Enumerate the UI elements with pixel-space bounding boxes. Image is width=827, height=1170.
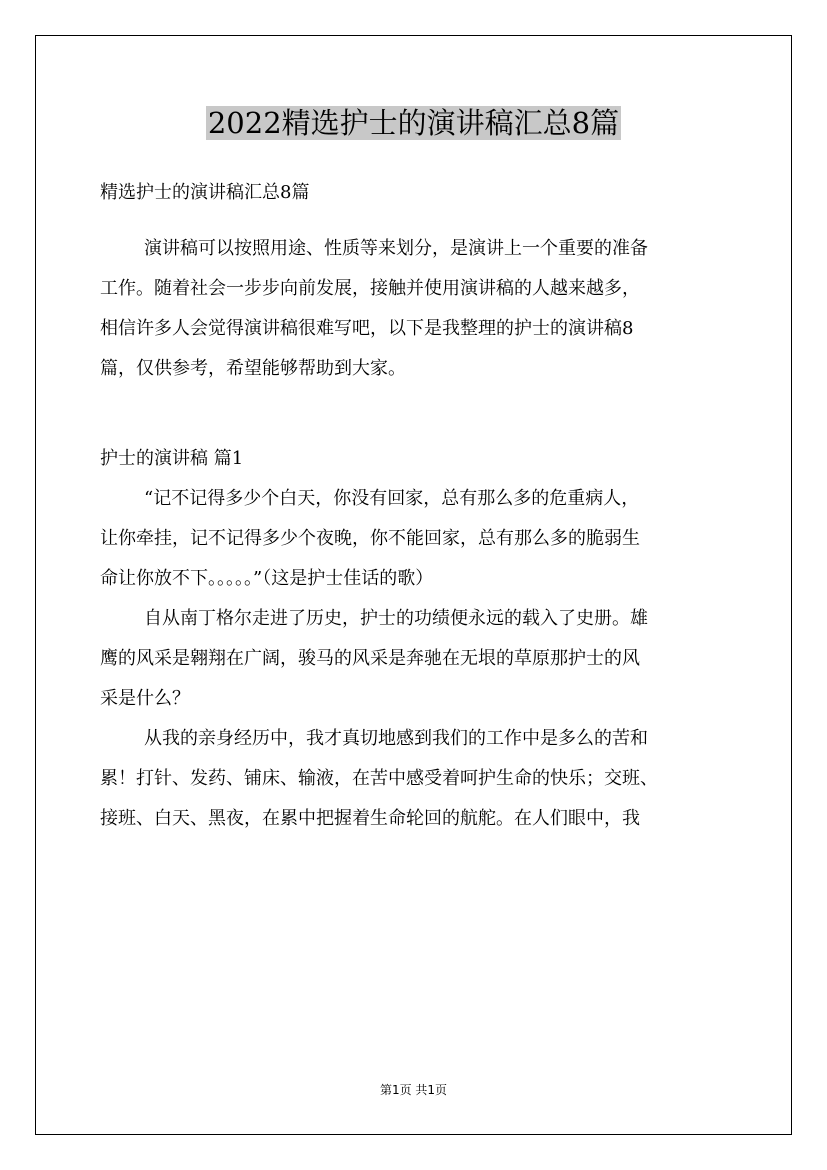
- intro-line: 篇，仅供参考，希望能够帮助到大家。: [100, 358, 406, 379]
- paragraph-line: 累！打针、发药、铺床、输液，在苦中感受着呵护生命的快乐；交班、: [100, 768, 658, 789]
- paragraph-3: [100, 719, 740, 839]
- intro-paragraph: [100, 229, 740, 389]
- section-heading: 护士的演讲稿 篇1: [100, 448, 244, 469]
- paragraph-line: 采是什么？: [100, 688, 190, 709]
- document-subtitle: 精选护士的演讲稿汇总8篇: [100, 182, 310, 203]
- paragraph-line: 接班、白天、黑夜，在累中把握着生命轮回的航舵。在人们眼中，我: [100, 808, 640, 829]
- page-number-label: 第1页 共1页: [379, 1083, 448, 1097]
- intro-line: 工作。随着社会一步步向前发展，接触并使用演讲稿的人越来越多，: [100, 278, 640, 299]
- page-footer: [0, 1080, 827, 1100]
- paragraph-2: [100, 599, 740, 719]
- paragraph-line: 自从南丁格尔走进了历史，护士的功绩便永远的载入了史册。雄: [144, 608, 648, 629]
- spacer: [100, 213, 740, 229]
- paragraph-line: 从我的亲身经历中，我才真切地感到我们的工作中是多么的苦和: [144, 728, 648, 749]
- paragraph-line: “记不记得多少个白天，你没有回家，总有那么多的危重病人，: [144, 488, 640, 509]
- document-title-text: 2022精选护士的演讲稿汇总8篇: [207, 106, 620, 140]
- document-title: [0, 103, 827, 143]
- document-body: [100, 173, 740, 839]
- spacer: [100, 389, 740, 439]
- paragraph-line: 让你牵挂，记不记得多少个夜晚，你不能回家，总有那么多的脆弱生: [100, 528, 640, 549]
- paragraph-line: 鹰的风采是翱翔在广阔，骏马的风采是奔驰在无垠的草原那护士的风: [100, 648, 640, 669]
- intro-line: 相信许多人会觉得演讲稿很难写吧，以下是我整理的护士的演讲稿8: [100, 318, 634, 339]
- intro-line: 演讲稿可以按照用途、性质等来划分，是演讲上一个重要的准备: [144, 238, 648, 259]
- paragraph-line: 命让你放不下。。。。。”（这是护士佳话的歌）: [100, 568, 434, 589]
- paragraph-1: [100, 479, 740, 599]
